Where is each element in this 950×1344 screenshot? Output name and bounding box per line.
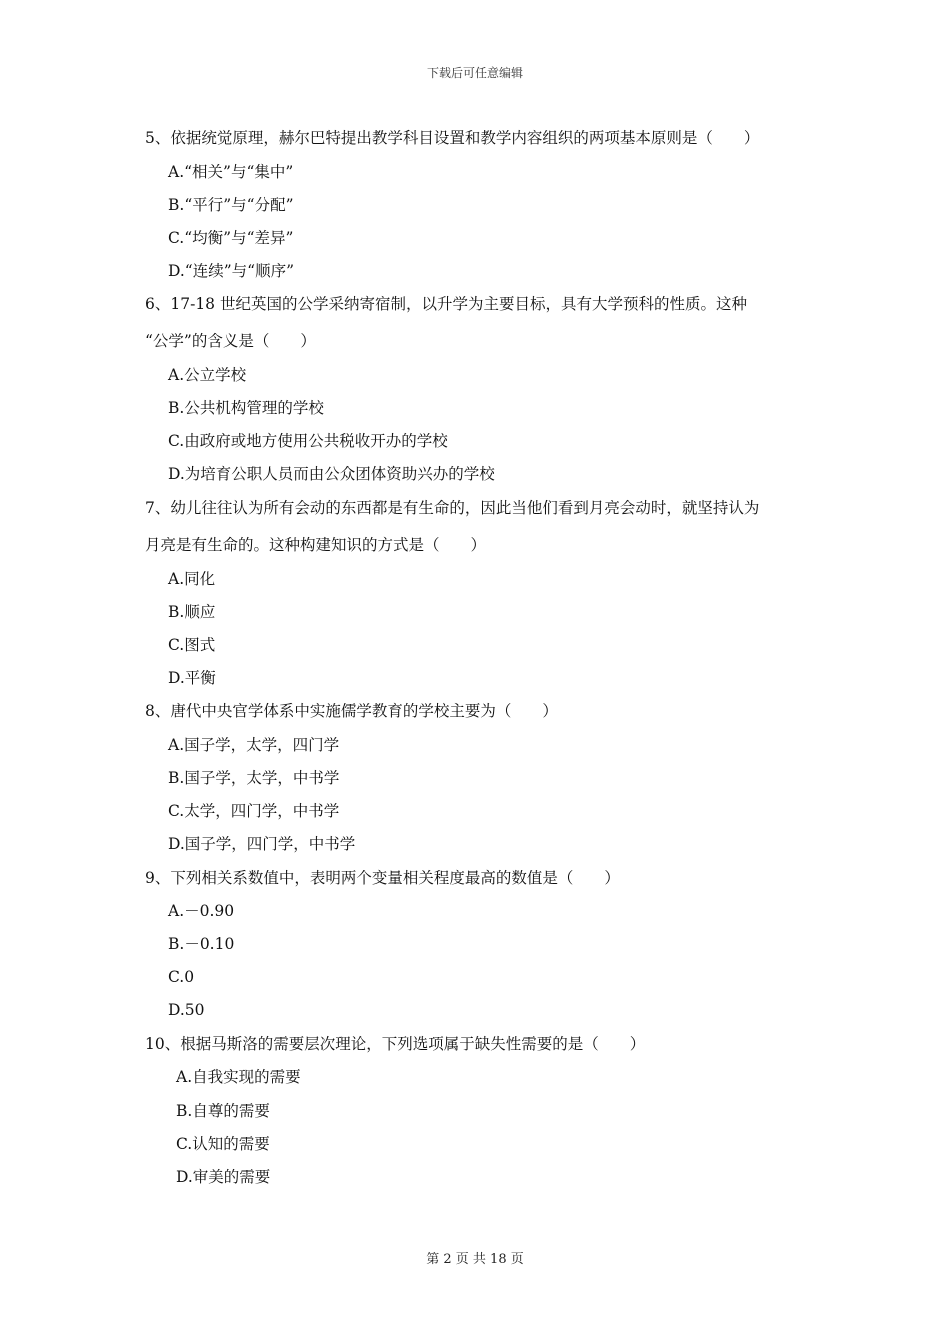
question-8-option-b: B.国子学，太学，中书学 bbox=[168, 769, 340, 787]
question-5-option-c: C.“均衡”与“差异” bbox=[168, 229, 294, 247]
question-6-option-b: B.公共机构管理的学校 bbox=[168, 399, 324, 417]
question-8-option-c: C.太学，四门学，中书学 bbox=[168, 802, 340, 820]
question-5-stem: 5、依据统觉原理，赫尔巴特提出教学科目设置和教学内容组织的两项基本原则是（ ） bbox=[145, 129, 760, 147]
question-9-option-a: A.－0.90 bbox=[168, 902, 235, 920]
question-8-option-d: D.国子学，四门学，中书学 bbox=[168, 835, 356, 853]
question-5-option-b: B.“平行”与“分配” bbox=[168, 196, 294, 214]
question-6-stem-line-1: 6、17-18 世纪英国的公学采纳寄宿制，以升学为主要目标，具有大学预科的性质。这种 bbox=[145, 295, 747, 313]
question-5-option-a: A.“相关”与“集中” bbox=[168, 163, 294, 181]
question-6-option-d: D.为培育公职人员而由公众团体资助兴办的学校 bbox=[168, 465, 495, 483]
question-6-option-a: A.公立学校 bbox=[168, 366, 247, 384]
question-10-stem: 10、根据马斯洛的需要层次理论，下列选项属于缺失性需要的是（ ） bbox=[145, 1035, 646, 1053]
question-9-option-c: C.0 bbox=[168, 968, 195, 986]
question-10-option-d: D.审美的需要 bbox=[176, 1168, 271, 1186]
question-7-stem-line-1: 7、幼儿往往认为所有会动的东西都是有生命的，因此当他们看到月亮会动时，就坚持认为 bbox=[145, 499, 760, 517]
question-10-option-b: B.自尊的需要 bbox=[176, 1102, 270, 1120]
page-header: 下载后可任意编辑 bbox=[426, 66, 523, 80]
question-7-option-a: A.同化 bbox=[168, 570, 216, 588]
question-8-option-a: A.国子学，太学，四门学 bbox=[168, 736, 340, 754]
question-7-stem-line-2: 月亮是有生命的。这种构建知识的方式是（ ） bbox=[145, 536, 487, 554]
question-8-stem: 8、唐代中央官学体系中实施儒学教育的学校主要为（ ） bbox=[145, 702, 558, 720]
question-9-stem: 9、下列相关系数值中，表明两个变量相关程度最高的数值是（ ） bbox=[145, 869, 620, 887]
question-7-option-b: B.顺应 bbox=[168, 603, 216, 621]
question-7-option-c: C.图式 bbox=[168, 636, 216, 654]
question-10-option-a: A.自我实现的需要 bbox=[176, 1068, 301, 1086]
question-6-stem-line-2: “公学”的含义是（ ） bbox=[145, 332, 316, 350]
page-footer: 第 2 页 共 18 页 bbox=[426, 1252, 524, 1267]
question-9-option-b: B.－0.10 bbox=[168, 935, 235, 953]
question-9-option-d: D.50 bbox=[168, 1001, 205, 1019]
question-6-option-c: C.由政府或地方使用公共税收开办的学校 bbox=[168, 432, 448, 450]
question-7-option-d: D.平衡 bbox=[168, 669, 216, 687]
question-5-option-d: D.“连续”与“顺序” bbox=[168, 262, 294, 280]
question-10-option-c: C.认知的需要 bbox=[176, 1135, 270, 1153]
